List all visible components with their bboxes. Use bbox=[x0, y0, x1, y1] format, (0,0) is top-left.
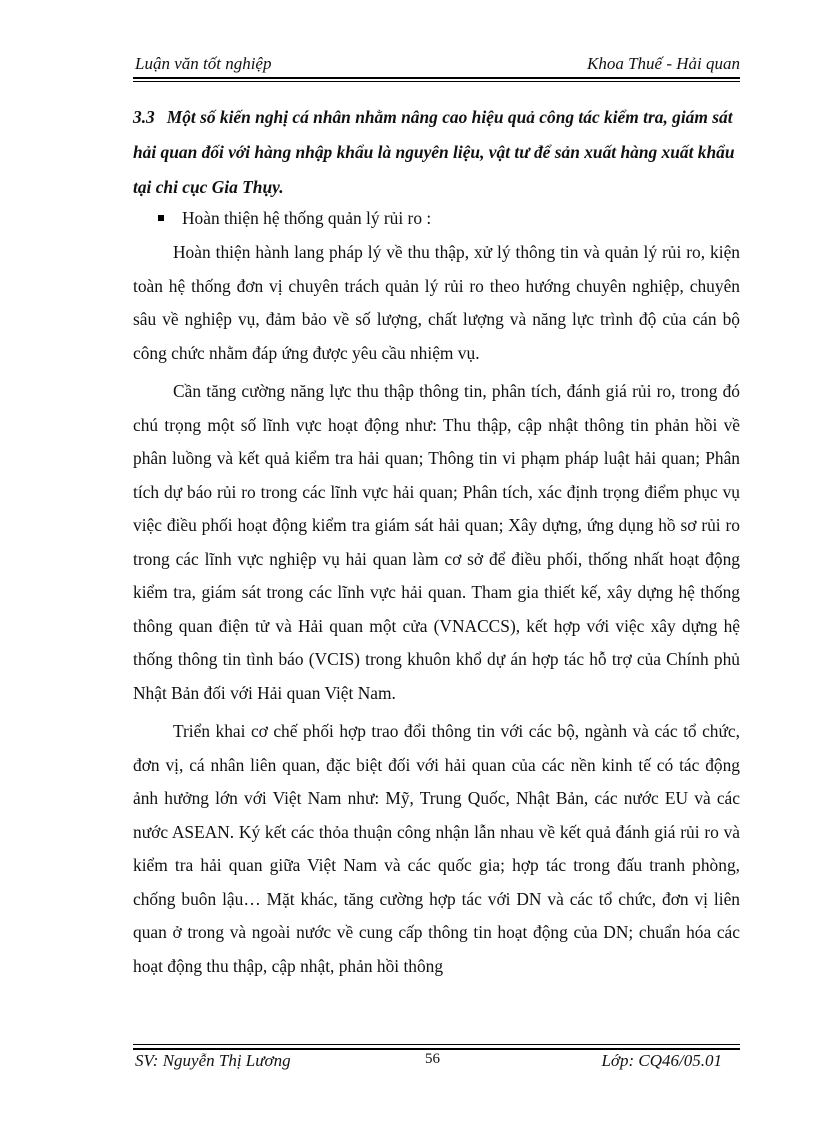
footer-class-code: Lớp: CQ46/05.01 bbox=[601, 1051, 722, 1070]
section-heading bbox=[133, 100, 743, 205]
header-rule-thin bbox=[133, 81, 740, 82]
header-thesis-label: Luận văn tốt nghiệp bbox=[135, 54, 272, 73]
paragraph: Triển khai cơ chế phối hợp trao đổi thông tin với các bộ, ngành và các tổ chức, đơn vị, cá nhân liên quan, đặc biệt đối với hải quan của các nền kinh tế có tác động ảnh hưởng lớn với Việt Nam như: Mỹ, Trung Quốc, Nhật Bản, các nước EU và các nước ASEAN. Ký kết các thỏa thuận công nhận lẫn nhau về kết quả đánh giá rủi ro và kiểm tra hải quan giữa Việt Nam và các quốc gia; hợp tác trong đấu tranh phòng, chống buôn lậu… Mặt khác, tăng cường hợp tác với DN và các tổ chức, đơn vị liên quan ở trong và ngoài nước về cung cấp thông tin hoạt động của DN; chuẩn hóa các hoạt động thu thập, cập nhật, phản hồi thông bbox=[133, 721, 740, 976]
page-header bbox=[133, 52, 740, 78]
paragraph: Cần tăng cường năng lực thu thập thông tin, phân tích, đánh giá rủi ro, trong đó chú trọng một số lĩnh vực hoạt động như: Thu thập, cập nhật thông tin phản hồi về phân luồng và kết quả kiểm tra hải quan; Thông tin vi phạm pháp luật hải quan; Phân tích dự báo rủi ro trong các lĩnh vực hải quan; Phân tích, xác định trọng điểm phục vụ việc điều phối hoạt động kiểm tra giám sát hải quan; Xây dựng, ứng dụng hồ sơ rủi ro trong các lĩnh vực nghiệp vụ hải quan làm cơ sở để điều phối, thống nhất hoạt động kiểm tra, giám sát trong các lĩnh vực hải quan. Tham gia thiết kế, xây dựng hệ thống thông quan điện tử và Hải quan một cửa (VNACCS), kết hợp với việc xây dựng hệ thống thông tin tình báo (VCIS) trong khuôn khổ dự án hợp tác hỗ trợ của Chính phủ Nhật Bản đối với Hải quan Việt Nam. bbox=[133, 381, 740, 703]
section-number: 3.3 bbox=[133, 107, 155, 127]
body-text bbox=[133, 236, 740, 983]
section-title: Một số kiến nghị cá nhân nhằm nâng cao hiệu quả công tác kiểm tra, giám sát hải quan đối với hàng nhập khẩu là nguyên liệu, vật tư để sản xuất hàng xuất khẩu tại chi cục Gia Thụy. bbox=[133, 107, 735, 197]
paragraph: Hoàn thiện hành lang pháp lý về thu thập, xử lý thông tin và quản lý rủi ro, kiện toàn hệ thống đơn vị chuyên trách quản lý rủi ro theo hướng chuyên nghiệp, chuyên sâu về nghiệp vụ, đảm bảo về số lượng, chất lượng và năng lực trình độ của cán bộ công chức nhằm đáp ứng được yêu cầu nhiệm vụ. bbox=[133, 242, 740, 363]
footer-student-name: SV: Nguyễn Thị Lương bbox=[135, 1051, 291, 1070]
header-rule-thick bbox=[133, 77, 740, 79]
header-faculty-label: Khoa Thuế - Hải quan bbox=[587, 54, 740, 73]
page-footer bbox=[133, 1043, 740, 1073]
bullet-text: Hoàn thiện hệ thống quản lý rủi ro : bbox=[182, 208, 432, 228]
page-number: 56 bbox=[425, 1051, 440, 1067]
bullet-item bbox=[158, 205, 738, 231]
square-bullet-icon bbox=[158, 215, 164, 221]
